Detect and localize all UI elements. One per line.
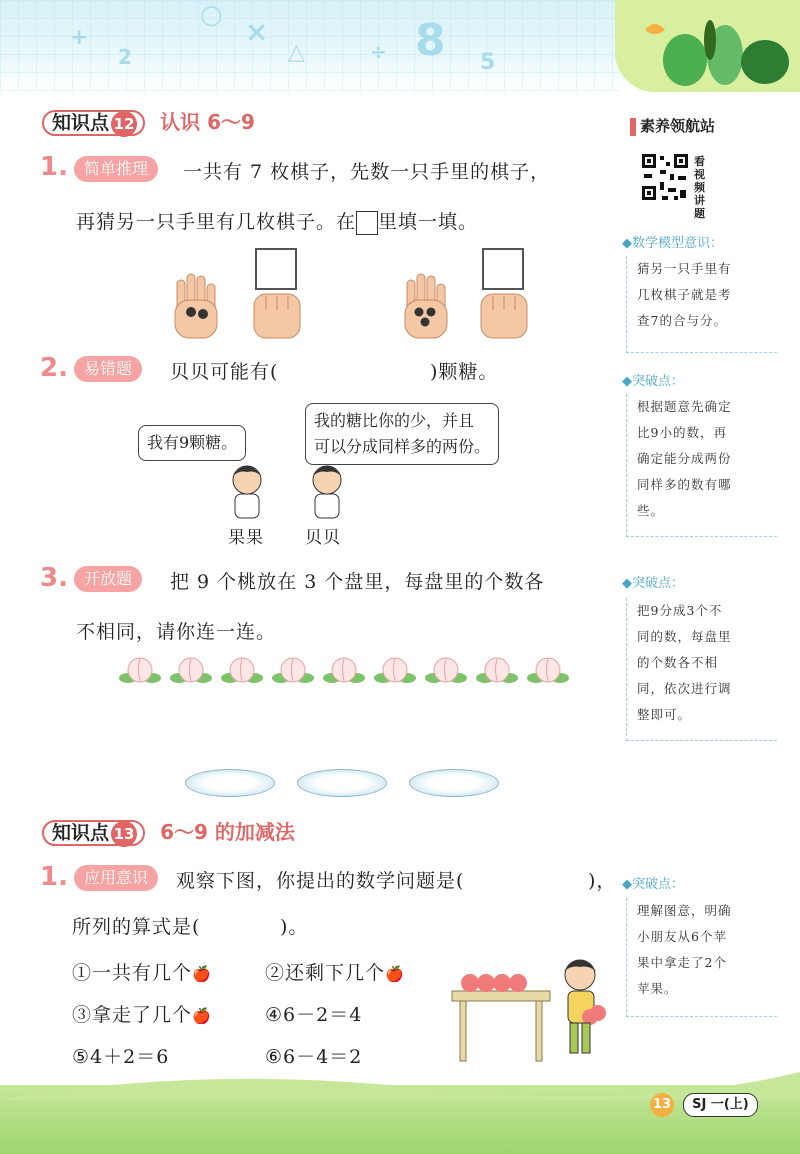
closed-fist-icon [250, 290, 305, 340]
fill-box-icon [356, 211, 378, 235]
table-apples-icon [448, 965, 558, 1065]
kp12-number: 12 [111, 111, 137, 137]
deco-cross-icon: × [245, 15, 269, 48]
apple-icon: 🍎 [192, 965, 212, 983]
kp12-title: 认识 6～9 [160, 110, 255, 134]
q4-formula-blank[interactable] [228, 912, 278, 938]
plate-row [185, 765, 565, 801]
peach-icon[interactable] [322, 652, 366, 688]
note-line: 确定能分成两份 [637, 451, 732, 466]
note-line: 比9小的数，再 [637, 425, 727, 440]
deco-circle-icon: ○ [200, 0, 223, 30]
note-line: 同样多的数有哪 [637, 477, 732, 492]
note-line: 小朋友从6个苹 [637, 929, 727, 944]
note-label-breakthrough-1: ◆突破点： [622, 374, 684, 389]
kp13-header [42, 816, 295, 848]
peach-icon[interactable] [271, 652, 315, 688]
note-label-model: ◆数学模型意识： [622, 236, 723, 251]
answer-square-2[interactable] [482, 248, 524, 290]
book-label: SJ 一(上) [683, 1093, 758, 1117]
q1-line1: 一共有 7 枚棋子，先数一只手里的棋子， [183, 161, 551, 183]
note-label-breakthrough-2: ◆突破点： [622, 576, 684, 591]
name-beibei: 贝贝 [305, 528, 341, 548]
deco-eight-icon: 8 [415, 15, 446, 66]
note-line: 的个数各不相 [637, 655, 719, 670]
leaf-illustration-icon [615, 0, 800, 92]
kp12-pill: 知识点 12 [42, 110, 145, 136]
q1-number: 1. [40, 152, 68, 182]
deco-triangle-icon: △ [288, 40, 305, 65]
option-4[interactable]: ④6－2＝4 [265, 1004, 363, 1026]
peach-icon[interactable] [373, 652, 417, 688]
q1-line2: 再猜另一只手里有几枚棋子。在 里填一填。 [76, 211, 479, 233]
q3-number: 3. [40, 563, 68, 593]
kp12-header [42, 106, 255, 138]
page-number: 13 [650, 1093, 674, 1117]
peach-icon[interactable] [526, 652, 570, 688]
peach-row [118, 652, 578, 692]
note-line: 查7的合与分。 [637, 313, 727, 328]
q4-line1-end: )， [588, 870, 617, 892]
q2-number: 2. [40, 353, 68, 383]
open-hand-pieces-icon [165, 270, 225, 340]
q3-line2: 不相同，请你连一连。 [76, 621, 277, 643]
apple-icon: 🍎 [192, 1007, 212, 1025]
q2-text-end: )颗糖。 [430, 361, 499, 383]
q3-tag: 开放题 [74, 566, 142, 592]
option-2[interactable]: ②还剩下几个🍎 [265, 962, 405, 984]
note-line: 同，依次进行调 [637, 681, 732, 696]
q4-question-blank[interactable] [528, 866, 584, 892]
note-box-breakthrough-2 [626, 598, 777, 741]
kp13-number: 13 [111, 821, 137, 847]
name-guoguo: 果果 [228, 528, 264, 548]
speech-bubble-guoguo: 我有9颗糖。 [138, 425, 246, 461]
child-guoguo-icon [225, 462, 270, 520]
apple-icon: 🍎 [385, 965, 405, 983]
plate-icon[interactable] [185, 769, 275, 797]
deco-two-icon: 2 [118, 45, 132, 69]
plate-icon[interactable] [409, 769, 499, 797]
plate-icon[interactable] [297, 769, 387, 797]
sidebar-title: 素养领航站 [630, 115, 715, 136]
answer-square-1[interactable] [255, 248, 297, 290]
note-line: 整即可。 [637, 707, 692, 722]
qr-code-icon [640, 152, 690, 212]
q2-answer-blank[interactable] [295, 357, 425, 383]
header-grid [0, 0, 620, 92]
q2-text-start: 贝贝可能有( [170, 361, 279, 383]
peach-icon[interactable] [169, 652, 213, 688]
option-6[interactable]: ⑥6－4＝2 [265, 1046, 363, 1068]
q4-line2-end: )。 [280, 916, 309, 938]
peach-icon[interactable] [118, 652, 162, 688]
kp13-title: 6～9 的加减法 [160, 820, 295, 844]
note-line: 几枚棋子就是考 [637, 287, 732, 302]
page-badge [650, 1093, 758, 1117]
note-line: 猜另一只手里有 [637, 261, 732, 276]
q1-tag: 简单推理 [74, 156, 158, 182]
open-hand-pieces-icon [395, 270, 455, 340]
option-1[interactable]: ①一共有几个🍎 [72, 962, 212, 984]
deco-divide-icon: ÷ [370, 40, 387, 64]
q4-line1-start: 观察下图，你提出的数学问题是( [176, 870, 465, 892]
q4-line2-start: 所列的算式是( [72, 916, 201, 938]
q4-number: 1. [40, 862, 68, 892]
kp13-pill: 知识点 13 [42, 820, 145, 846]
q2-tag: 易错题 [74, 356, 142, 382]
deco-plus-icon: + [70, 25, 89, 50]
peach-icon[interactable] [475, 652, 519, 688]
note-line: 苹果。 [637, 981, 678, 996]
note-line: 些。 [637, 503, 665, 518]
note-line: 同的数，每盘里 [637, 629, 732, 644]
note-box-breakthrough-3 [626, 898, 777, 1017]
peach-icon[interactable] [220, 652, 264, 688]
header-leaf-panel [615, 0, 800, 92]
q4-tag: 应用意识 [74, 865, 158, 891]
peach-icon[interactable] [424, 652, 468, 688]
note-line: 理解图意，明确 [637, 903, 732, 918]
closed-fist-icon [477, 290, 532, 340]
note-box-breakthrough-1 [626, 394, 777, 537]
note-label-breakthrough-3: ◆突破点： [622, 877, 684, 892]
option-5[interactable]: ⑤4＋2＝6 [72, 1046, 170, 1068]
option-3[interactable]: ③拿走了几个🍎 [72, 1004, 212, 1026]
note-line: 把9分成3个不 [637, 603, 723, 618]
child-carrying-apples-icon [548, 955, 618, 1060]
deco-five-icon: 5 [480, 50, 496, 75]
qr-code[interactable] [640, 152, 690, 212]
note-box-model [626, 256, 777, 353]
speech-bubble-beibei: 我的糖比你的少，并且 可以分成同样多的两份。 [305, 403, 499, 465]
child-beibei-icon [305, 462, 350, 520]
q3-line1: 把 9 个桃放在 3 个盘里，每盘里的个数各 [170, 571, 545, 593]
qr-caption: 看视频讲题 [694, 155, 705, 220]
note-line: 根据题意先确定 [637, 399, 732, 414]
note-line: 果中拿走了2个 [637, 955, 727, 970]
